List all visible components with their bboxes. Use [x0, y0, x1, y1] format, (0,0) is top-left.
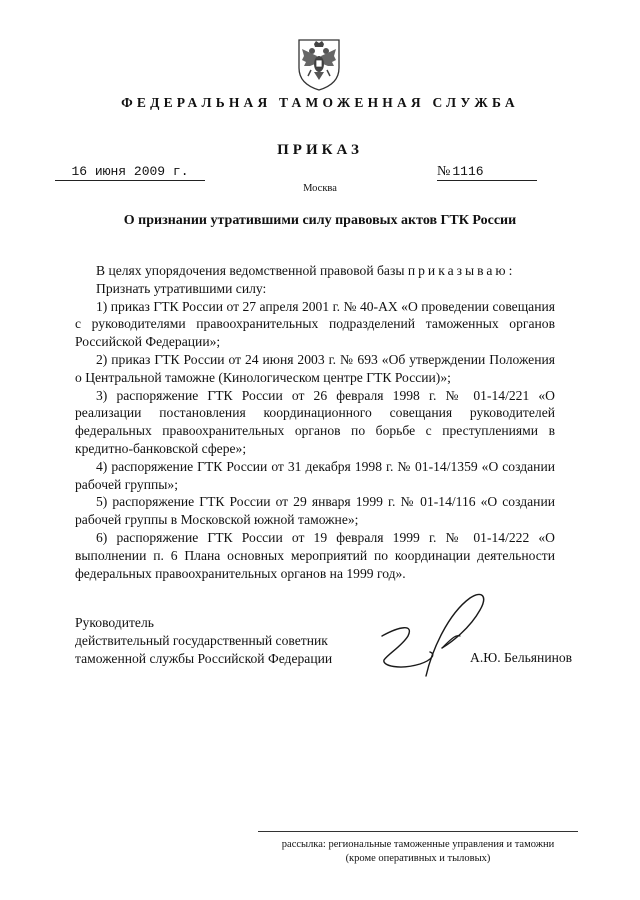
signatory-line-3: таможенной службы Российской Федерации — [75, 650, 333, 666]
recognize-paragraph: Признать утратившими силу: — [96, 280, 267, 296]
signatory-line-2: действительный государственный советник — [75, 632, 328, 648]
handwritten-signature — [370, 590, 520, 680]
distribution-line-1: рассылка: региональные таможенные управления и таможни — [281, 839, 555, 850]
intro-lead: В целях упорядочения ведомственной правовой базы — [96, 263, 408, 278]
distribution-note — [258, 838, 578, 866]
agency-name: ФЕДЕРАЛЬНАЯ ТАМОЖЕННАЯ СЛУЖБА — [121, 95, 519, 110]
signer-name: А.Ю. Бельянинов — [470, 650, 573, 665]
distribution-line-2: (кроме оперативных и тыловых) — [345, 853, 491, 864]
document-type: ПРИКАЗ — [277, 142, 363, 158]
list-item: 2) приказ ГТК России от 24 июня 2003 г. № 693 «Об утверждении Положения о Центральной таможне (Кинологическом центре ГТК России)»; — [75, 351, 555, 385]
city: Москва — [303, 183, 337, 194]
list-item: 4) распоряжение ГТК России от 31 декабря 1998 г. № 01-14/1359 «О создании рабочей группы»; — [75, 458, 555, 492]
list-item: 1) приказ ГТК России от 27 апреля 2001 г. № 40-АХ «О проведении совещания с руководителями правоохранительных подразделений таможенных органов Российской Федерации»; — [75, 298, 555, 350]
list-item: 3) распоряжение ГТК России от 26 февраля 1998 г. № 01-14/221 «О реализации постановления координационного совещания руководителей федеральных правоохранительных органов по борьбе с преступлениями в кредитно-банковской сфере»; — [75, 387, 555, 456]
order-word: приказываю: — [407, 263, 516, 278]
number-sign: № — [437, 164, 451, 179]
signatory-line-1: Руководитель — [75, 615, 154, 630]
intro-paragraph — [75, 262, 555, 280]
order-number — [437, 163, 537, 181]
coat-of-arms-emblem — [296, 34, 342, 92]
distribution-divider — [258, 831, 578, 832]
list-item: 5) распоряжение ГТК России от 29 января 1999 г. № 01-14/116 «О создании рабочей группы в Московской южной таможне»; — [75, 494, 555, 528]
number-value: 1116 — [452, 164, 484, 179]
document-title: О признании утратившими силу правовых актов ГТК России — [123, 213, 517, 228]
order-date: 16 июня 2009 г. — [55, 163, 205, 181]
russian-double-headed-eagle-icon — [296, 34, 342, 92]
order-body — [75, 262, 555, 582]
list-item: 6) распоряжение ГТК России от 19 февраля 1999 г. № 01-14/222 «О выполнении п. 6 Плана основных мероприятий по координации деятельности федеральных правоохранительных органов на 1999 год». — [75, 529, 555, 581]
signatory-title — [75, 614, 375, 667]
